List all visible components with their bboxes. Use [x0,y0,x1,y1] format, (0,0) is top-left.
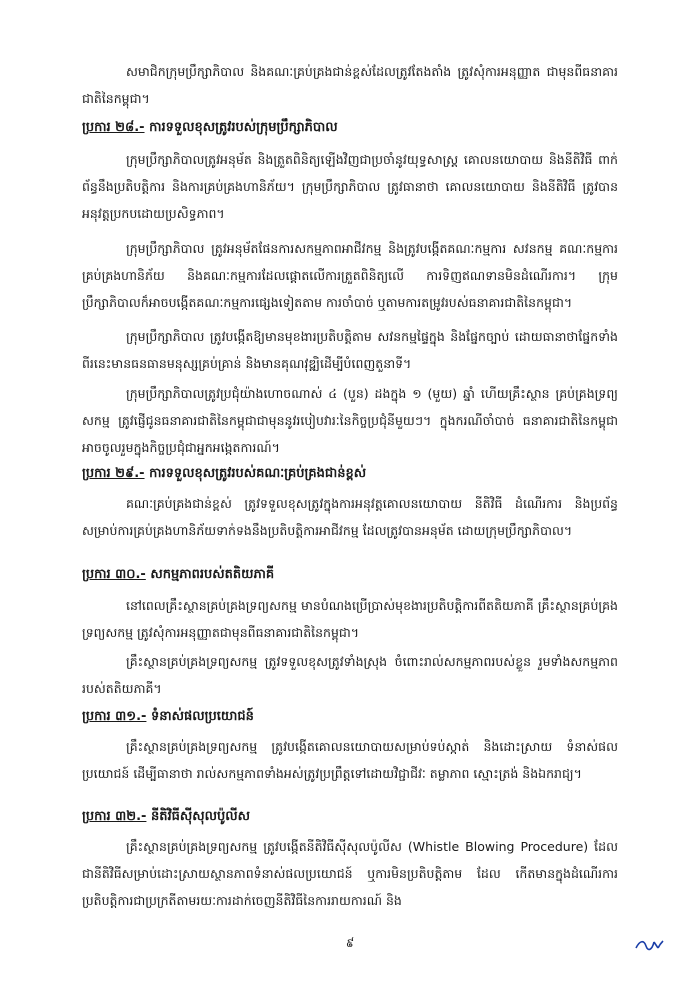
paragraph: គ្រឹះស្ថានគ្រប់គ្រងទ្រព្យសកម្ម ត្រូវបង្កើតគោលនយោបាយសម្រាប់ទប់ស្កាត់ និងដោះស្រាយ ទំនាស់ផលប្រយោជន៍ ដើម្បីធានាថា រាល់សកម្មភាពទាំងអស់ត្រូវប្រព្រឹត្តទៅដោយវិជ្ជាជីវៈ តម្លាភាព ស្មោះត្រង់ និងឯករាជ្យ។ [82,739,618,781]
article-heading-31 [82,706,618,728]
paragraph: ក្រុមប្រឹក្សាភិបាល ត្រូវអនុម័តផែនការសកម្មភាពអាជីវកម្ម និងត្រូវបង្កើតគណៈកម្មការ សវនកម្ម គណៈកម្មការគ្រប់គ្រងហានិភ័យ និងគណៈកម្មការដែលផ្តោតលើការត្រួតពិនិត្យលើ ការទិញឥណទានមិនដំណើរការ។ ក្រុមប្រឹក្សាភិបាលក៏អាចបង្កើតគណៈកម្មការផ្សេងទៀតតាម ការចាំបាច់ ឬតាមការតម្រូវរបស់ធនាគារជាតិនៃកម្ពុជា។ [82,241,618,310]
article-heading-28 [82,117,618,139]
article-heading-29 [82,463,618,485]
paragraph: នៅពេលគ្រឹះស្ថានគ្រប់គ្រងទ្រព្យសកម្ម មានបំណងប្រើប្រាស់មុខងារប្រតិបត្តិការពីតតិយភាគី គ្រឹះស្ថានគ្រប់គ្រងទ្រព្យសកម្ម ត្រូវសុំការអនុញ្ញាតជាមុនពីធនាគារជាតិនៃកម្ពុជា។ [82,598,618,640]
article-title: ទំនាស់ផលប្រយោជន៍ [150,709,254,724]
handwritten-initials [634,936,664,956]
article-heading-30 [82,564,618,586]
signature-icon [634,936,664,952]
article-title: នីតិវិធីស៊ីសុលប៉ូលីស [150,809,250,824]
paragraph: គណៈគ្រប់គ្រងជាន់ខ្ពស់ ត្រូវទទួលខុសត្រូវក្នុងការអនុវត្តគោលនយោបាយ នីតិវិធី ដំណើរការ និងប្រព័ន្ធសម្រាប់ការគ្រប់គ្រងហានិភ័យទាក់ទងនឹងប្រតិបត្តិការអាជីវកម្ម ដែលត្រូវបានអនុម័ត ដោយក្រុមប្រឹក្សាភិបាល។ [82,496,618,538]
article-title: ការទទួលខុសត្រូវរបស់គណៈគ្រប់គ្រងជាន់ខ្ពស់ [149,466,367,481]
paragraph: សមាជិកក្រុមប្រឹក្សាភិបាល និងគណៈគ្រប់គ្រងជាន់ខ្ពស់ដែលត្រូវតែងតាំង ត្រូវសុំការអនុញ្ញាត ជាមុនពីធនាគារជាតិនៃកម្ពុជា។ [82,64,618,106]
article-number: ប្រការ ២៨.- [82,120,145,135]
paragraph: ក្រុមប្រឹក្សាភិបាលត្រូវប្រជុំយ៉ាងហោចណាស់ ៤ (បួន) ដងក្នុង ១ (មួយ) ឆ្នាំ ហើយគ្រឹះស្ថាន គ្រប់គ្រងទ្រព្យសកម្ម ត្រូវផ្ញើជូនធនាគារជាតិនៃកម្ពុជាជាមុននូវរបៀបវារៈនៃកិច្ចប្រជុំនីមួយៗ។ ក្នុងករណីចាំបាច់ ធនាគារជាតិនៃកម្ពុជា អាចចូលរួមក្នុងកិច្ចប្រជុំជាអ្នកអង្កេតការណ៍។ [82,386,618,455]
page-number: ៩ [345,936,355,950]
paragraph: ក្រុមប្រឹក្សាភិបាល ត្រូវបង្កើតឱ្យមានមុខងារប្រតិបត្តិតាម សវនកម្មផ្ទៃក្នុង និងផ្នែកច្បាប់ ដោយធានាថាផ្នែកទាំងពីរនេះមានធនធានមនុស្សគ្រប់គ្រាន់ និងមានគុណវុឌ្ឍិដើម្បីបំពេញតួនាទី។ [82,329,618,371]
article-number: ប្រការ ២៩.- [82,466,145,481]
article-number: ប្រការ ៣០.- [82,567,146,582]
article-title: សកម្មភាពរបស់តតិយភាគី [150,567,275,582]
paragraph: ក្រុមប្រឹក្សាភិបាលត្រូវអនុម័ត និងត្រួតពិនិត្យឡើងវិញជាប្រចាំនូវយុទ្ធសាស្ត្រ គោលនយោបាយ និងនីតិវិធី ពាក់ព័ន្ធនឹងប្រតិបត្តិការ និងការគ្រប់គ្រងហានិភ័យ។ ក្រុមប្រឹក្សាភិបាល ត្រូវធានាថា គោលនយោបាយ និងនីតិវិធី ត្រូវបានអនុវត្តប្រកបដោយប្រសិទ្ធភាព។ [82,152,618,221]
article-heading-32 [82,806,618,828]
article-title: ការទទួលខុសត្រូវរបស់ក្រុមប្រឹក្សាភិបាល [149,120,338,135]
article-number: ប្រការ ៣២.- [82,809,147,824]
article-number: ប្រការ ៣១.- [82,709,147,724]
paragraph: គ្រឹះស្ថានគ្រប់គ្រងទ្រព្យសកម្ម ត្រូវទទួលខុសត្រូវទាំងស្រុង ចំពោះរាល់សកម្មភាពរបស់ខ្លួន រួមទាំងសកម្មភាពរបស់តតិយភាគី។ [82,654,618,696]
paragraph: គ្រឹះស្ថានគ្រប់គ្រងទ្រព្យសកម្ម ត្រូវបង្កើតនីតិវិធីស៊ីសុលប៉ូលីស (Whistle Blowing Procedure) ដែលជានីតិវិធីសម្រាប់ដោះស្រាយស្ថានភាពទំនាស់ផលប្រយោជន៍ ឬការមិនប្រតិបត្តិតាម ដែល កើតមានក្នុងដំណើរការប្រតិបត្តិការជាប្រក្រតីតាមរយៈការដាក់ចេញនីតិវិធីនៃការរាយការណ៍ និង [82,839,618,908]
